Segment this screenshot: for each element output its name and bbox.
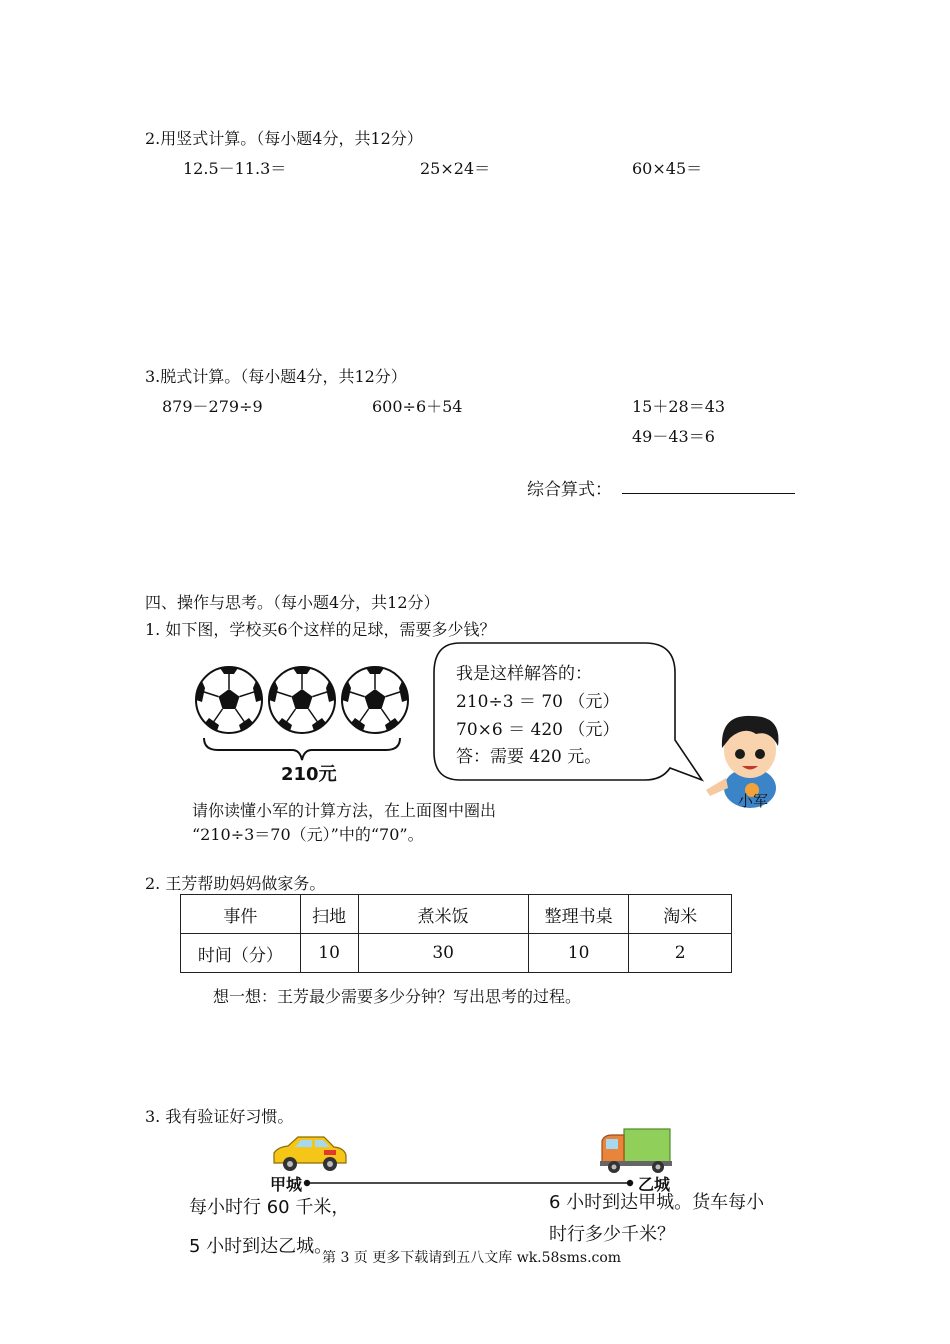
header-cell: 煮米饭 xyxy=(358,895,528,934)
table-cell: 30 xyxy=(358,934,528,973)
header-cell: 事件 xyxy=(181,895,301,934)
brace xyxy=(204,738,400,760)
city-a-label: 甲城 xyxy=(270,1175,303,1194)
chores-table xyxy=(180,894,732,973)
section2-heading: 2.用竖式计算。（每小题4分，共12分） xyxy=(145,129,423,148)
page-footer: 第 3 页 更多下载请到五八文库 wk.58sms.com xyxy=(322,1250,622,1266)
q1-instruction-line-2: “210÷3＝70（元）”中的“70”。 xyxy=(192,825,424,844)
header-cell: 扫地 xyxy=(300,895,358,934)
header-cell: 淘米 xyxy=(629,895,732,934)
truck-info-line-1: 6 小时到达甲城。货车每小 xyxy=(549,1192,765,1213)
stepwise-problem-2: 600÷6＋54 xyxy=(372,397,463,416)
soccer-ball-3 xyxy=(342,667,408,733)
bubble-line-3: 70×6 ＝ 420 （元） xyxy=(456,720,620,740)
combined-formula-label: 综合算式： xyxy=(527,480,612,500)
q2-question: 想一想：王芳最少需要多少分钟？写出思考的过程。 xyxy=(213,987,582,1006)
table-row xyxy=(181,934,732,973)
combined-formula-answer-line[interactable] xyxy=(622,493,795,494)
table-cell: 2 xyxy=(629,934,732,973)
city-b-label: 乙城 xyxy=(638,1175,671,1194)
q2-prompt: 2. 王芳帮助妈妈做家务。 xyxy=(145,874,326,893)
vertical-calc-problem-3: 60×45＝ xyxy=(632,159,703,178)
truck-info-line-2: 时行多少千米？ xyxy=(549,1224,675,1245)
q1-instruction-line-1: 请你读懂小军的计算方法，在上面图中圈出 xyxy=(192,801,497,820)
soccer-ball-2 xyxy=(269,667,335,733)
bubble-line-4: 答：需要 420 元。 xyxy=(456,747,602,767)
car-illustration xyxy=(268,1133,350,1175)
vertical-calc-problem-2: 25×24＝ xyxy=(420,159,491,178)
step-equation-2: 49－43＝6 xyxy=(632,427,715,446)
q1-prompt: 1. 如下图，学校买6个这样的足球，需要多少钱？ xyxy=(145,620,496,639)
vertical-calc-problem-1: 12.5－11.3＝ xyxy=(183,159,287,178)
table-cell: 10 xyxy=(528,934,629,973)
price-label: 210元 xyxy=(281,764,337,785)
step-equation-1: 15＋28＝43 xyxy=(632,397,726,416)
table-cell: 10 xyxy=(300,934,358,973)
bubble-line-1: 我是这样解答的： xyxy=(456,664,592,684)
stepwise-problem-1: 879－279÷9 xyxy=(162,397,263,416)
car-info-line-1: 每小时行 60 千米， xyxy=(189,1197,350,1218)
table-cell: 时间（分） xyxy=(181,934,301,973)
part4-heading: 四、操作与思考。（每小题4分，共12分） xyxy=(145,593,440,612)
bubble-line-2: 210÷3 ＝ 70 （元） xyxy=(456,692,620,712)
character-name: 小军 xyxy=(738,792,769,810)
q3-prompt: 3. 我有验证好习惯。 xyxy=(145,1107,294,1126)
car-info-line-2: 5 小时到达乙城。 xyxy=(189,1236,333,1257)
table-row xyxy=(181,895,732,934)
soccer-ball-1 xyxy=(196,667,262,733)
header-cell: 整理书桌 xyxy=(528,895,629,934)
section3-heading: 3.脱式计算。（每小题4分，共12分） xyxy=(145,367,407,386)
truck-illustration xyxy=(598,1125,674,1175)
